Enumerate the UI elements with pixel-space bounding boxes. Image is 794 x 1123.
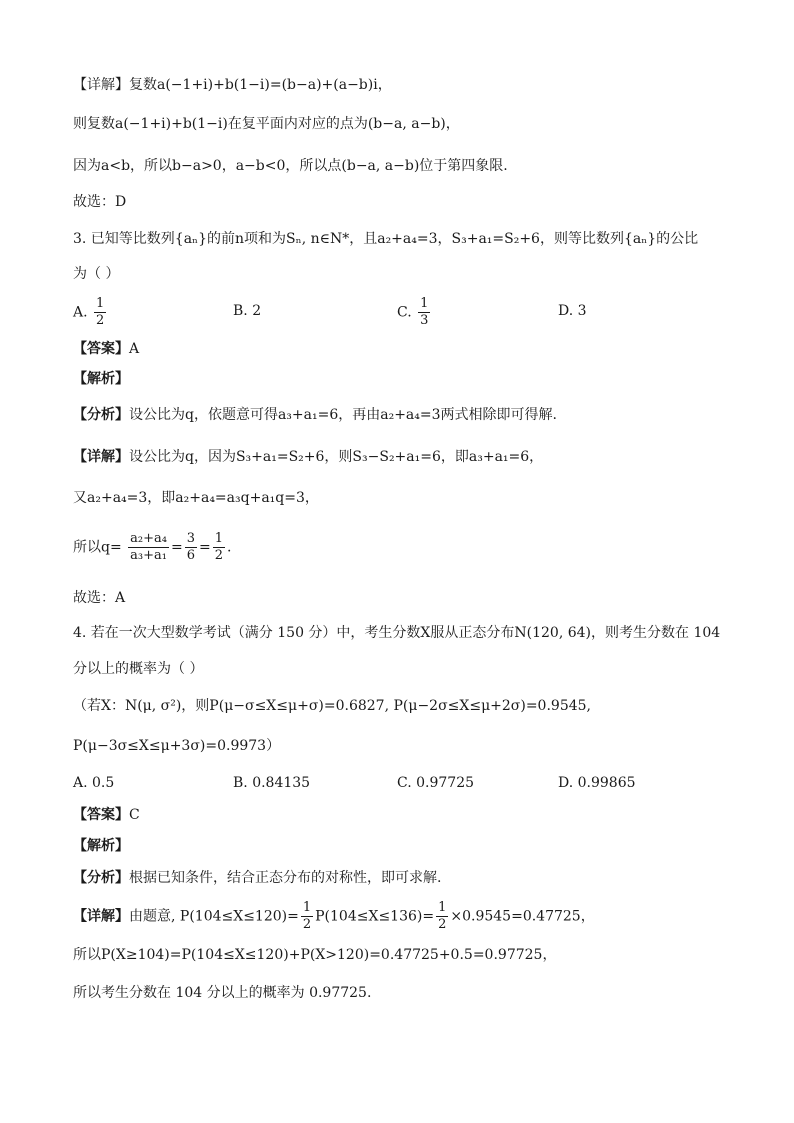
fraction: $\frac{1}{2}$ <box>214 531 224 563</box>
q3-option-a: A. $\frac{1}{2}$ <box>73 296 105 328</box>
detail-line-3: 因为a<b，所以b−a>0，a−b<0，所以点(b−a, a−b)位于第四象限. <box>73 158 508 174</box>
q3-answer: 【答案】A <box>73 341 140 357</box>
q3-choose: 故选：A <box>73 590 126 606</box>
fraction: $\frac{1}{2}$ <box>302 900 312 932</box>
fraction: $\frac{3}{6}$ <box>186 531 195 563</box>
detail-line-2: 则复数a(−1+i)+b(1−i)在复平面内对应的点为(b−a, a−b)， <box>73 116 460 132</box>
q4-stem-line-2: 分以上的概率为（ ） <box>73 661 204 677</box>
q3-option-b: B. 2 <box>233 303 262 319</box>
q4-detail-line-3: 所以考生分数在 104 分以上的概率为 0.97725. <box>73 985 372 1001</box>
fraction: $\frac{1}{3}$ <box>420 296 429 328</box>
choose-line-q2: 故选：D <box>73 194 127 210</box>
q4-stem-line-4: P(μ−3σ≤X≤μ+3σ)=0.9973） <box>73 738 281 754</box>
q3-detail-line-3: 所以q= $\frac{\text{a₂+a₄}}{\text{a₃+a₁}}$ = $\frac{3}{6}$ = $\frac{1}{2}$ . <box>73 531 232 563</box>
q4-option-b: B. 0.84135 <box>233 775 311 791</box>
q4-stem-line-3: （若X：N(μ, σ²)，则P(μ−σ≤X≤μ+σ)=0.6827, P(μ−2σ≤X≤μ+2σ)=0.9545, <box>73 698 591 714</box>
q3-detail: 【详解】设公比为q，因为S₃+a₁=S₂+6，则S₃−S₂+a₁=6，即a₃+a₁=6， <box>73 449 544 465</box>
detail-line-1: 【详解】复数a(−1+i)+b(1−i)=(b−a)+(a−b)i， <box>73 77 392 93</box>
q4-stem-line-1: 4. 若在一次大型数学考试（满分 150 分）中，考生分数X服从正态分布N(120, 64)，则考生分数在 104 <box>73 625 721 641</box>
fraction: $\frac{\text{a₂+a₄}}{\text{a₃+a₁}}$ <box>130 531 167 563</box>
q4-answer: 【答案】C <box>73 807 140 823</box>
q4-option-a: A. 0.5 <box>73 775 115 791</box>
q3-analysis-heading: 【解析】 <box>73 371 129 387</box>
q3-detail-line-2: 又a₂+a₄=3，即a₂+a₄=a₃q+a₁q=3， <box>73 490 319 506</box>
q3-option-c: C. $\frac{1}{3}$ <box>397 296 429 328</box>
q4-fenxi: 【分析】根据已知条件，结合正态分布的对称性，即可求解. <box>73 870 442 886</box>
q4-option-c: C. 0.97725 <box>397 775 475 791</box>
q3-stem-line-1: 3. 已知等比数列{aₙ}的前n项和为Sₙ, n∈N*，且a₂+a₄=3，S₃+a₁=S₂+6，则等比数列{aₙ}的公比 <box>73 231 699 247</box>
q4-detail-line-2: 所以P(X≥104)=P(104≤X≤120)+P(X>120)=0.47725+0.5=0.97725， <box>73 947 557 963</box>
q4-option-d: D. 0.99865 <box>558 775 636 791</box>
q4-analysis-heading: 【解析】 <box>73 838 129 854</box>
fraction: $\frac{1}{2}$ <box>438 900 447 932</box>
q3-option-d: D. 3 <box>558 303 587 319</box>
q3-stem-line-2: 为（ ） <box>73 266 120 282</box>
fraction: $\frac{1}{2}$ <box>96 296 105 328</box>
q3-fenxi: 【分析】设公比为q，依题意可得a₃+a₁=6，再由a₂+a₄=3两式相除即可得解. <box>73 407 557 423</box>
q4-detail: 【详解】由题意, P(104≤X≤120)= $\frac{1}{2}$ P(104≤X≤136)= $\frac{1}{2}$ ×0.9545=0.47725， <box>73 900 595 932</box>
